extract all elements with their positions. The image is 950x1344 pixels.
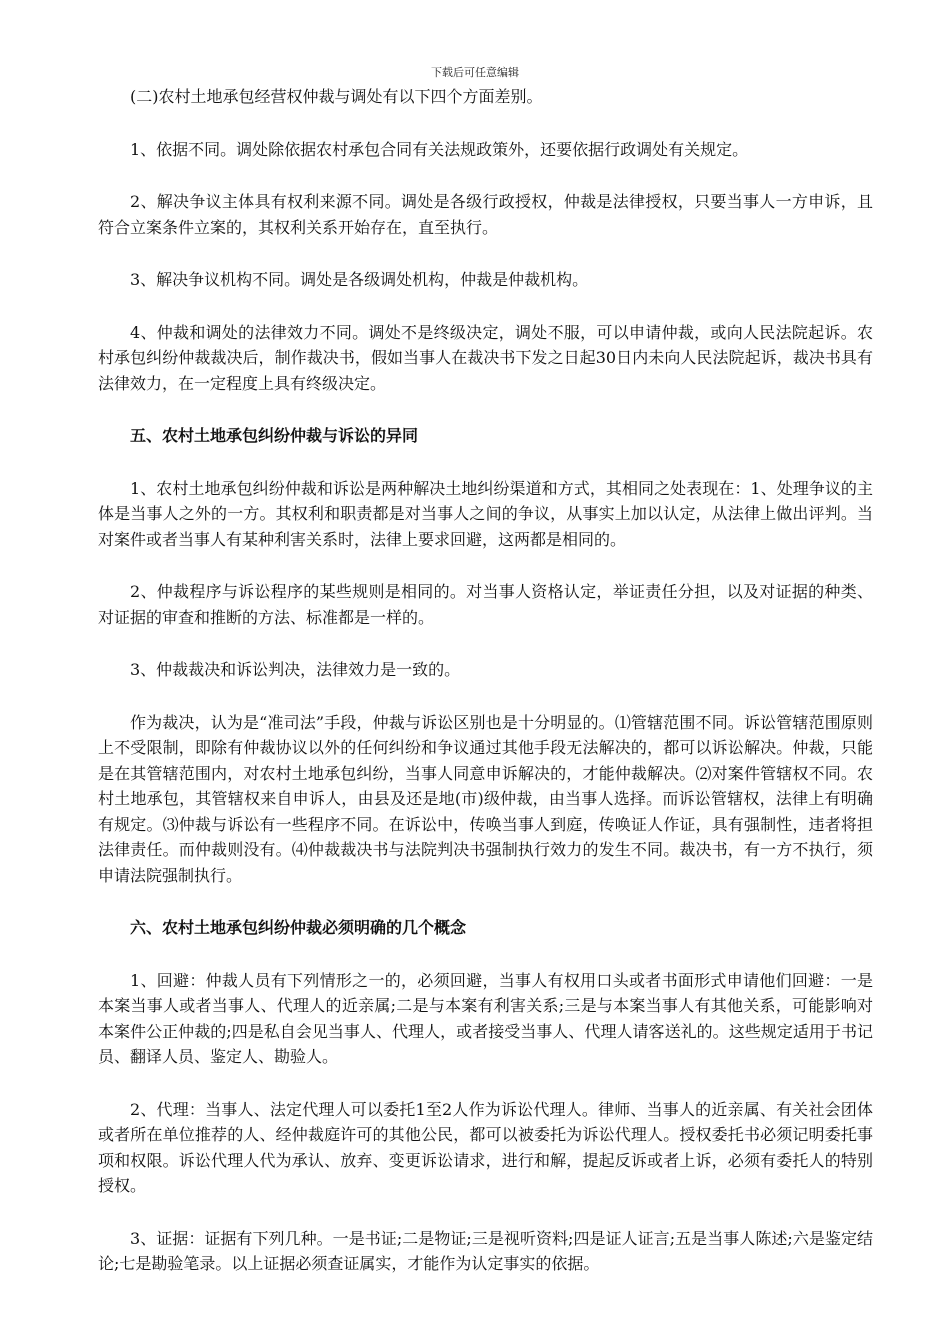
paragraph-4-4: 4、仲裁和调处的法律效力不同。调处不是终级决定，调处不服，可以申请仲裁，或向人民法院起诉。农村承包纠纷仲裁裁决后，制作裁决书，假如当事人在裁决书下发之日起30日内未向人民法院起诉，裁决书具有法律效力，在一定程度上具有终级决定。 [98,322,873,393]
paragraph-6-1: 1、回避：仲裁人员有下列情形之一的，必须回避，当事人有权用口头或者书面形式申请他们回避：一是本案当事人或者当事人、代理人的近亲属;二是与本案有利害关系;三是与本案当事人有其他关系，可能影响对本案件公正仲裁的;四是私自会见当事人、代理人，或者接受当事人、代理人请客送礼的。这些规定适用于书记员、翻译人员、鉴定人、勘验人。 [98,970,873,1066]
section-5-heading: 五、农村土地承包纠纷仲裁与诉讼的异同 [130,426,419,445]
paragraph-4-3: 3、解决争议机构不同。调处是各级调处机构，仲裁是仲裁机构。 [130,270,589,289]
paragraph-4-2: 2、解决争议主体具有权利来源不同。调处是各级行政授权，仲裁是法律授权，只要当事人一方申诉，且符合立案条件立案的，其权利关系开始存在，直至执行。 [98,192,873,237]
header-note: 下载后可任意编辑 [431,66,519,79]
document-body [98,84,873,1277]
paragraph-6-2: 2、代理：当事人、法定代理人可以委托1至2人作为诉讼代理人。律师、当事人的近亲属、有关社会团体或者所在单位推荐的人、经仲裁庭许可的其他公民，都可以被委托为诉讼代理人。授权委托书必须记明委托事项和权限。诉讼代理人代为承认、放弃、变更诉讼请求，进行和解，提起反诉或者上诉，必须有委托人的特别授权。 [98,1099,873,1195]
paragraph-6-3: 3、证据：证据有下列几种。一是书证;二是物证;三是视听资料;四是证人证言;五是当事人陈述;六是鉴定结论;七是勘验笔录。以上证据必须查证属实，才能作为认定事实的依据。 [98,1228,873,1273]
paragraph-4-1: 1、依据不同。调处除依据农村承包合同有关法规政策外，还要依据行政调处有关规定。 [130,139,749,159]
intro-paragraph: (二)农村土地承包经营权仲裁与调处有以下四个方面差别。 [130,87,543,106]
paragraph-5-3: 3、仲裁裁决和诉讼判决，法律效力是一致的。 [130,660,461,679]
section-6-heading: 六、农村土地承包纠纷仲裁必须明确的几个概念 [130,918,467,937]
paragraph-5-1: 1、农村土地承包纠纷仲裁和诉讼是两种解决土地纠纷渠道和方式，其相同之处表现在：1、处理争议的主体是当事人之外的一方。其权利和职责都是对当事人之间的争议，从事实上加以认定，从法律上做出评判。当对案件或者当事人有某种利害关系时，法律上要求回避，这两都是相同的。 [98,478,873,549]
paragraph-5-2: 2、仲裁程序与诉讼程序的某些规则是相同的。对当事人资格认定，举证责任分担，以及对证据的种类、对证据的审查和推断的方法、标准都是一样的。 [98,582,873,627]
paragraph-5-4: 作为裁决，认为是“准司法”手段，仲裁与诉讼区别也是十分明显的。⑴管辖范围不同。诉讼管辖范围原则上不受限制，即除有仲裁协议以外的任何纠纷和争议通过其他手段无法解决的，都可以诉讼解决。仲裁，只能是在其管辖范围内，对农村土地承包纠纷，当事人同意申诉解决的，才能仲裁解决。⑵对案件管辖权不同。农村土地承包，其管辖权来自申诉人，由县及还是地(市)级仲裁，由当事人选择。而诉讼管辖权，法律上有明确有规定。⑶仲裁与诉讼有一些程序不同。在诉讼中，传唤当事人到庭，传唤证人作证，具有强制性，违者将担法律责任。而仲裁则没有。⑷仲裁裁决书与法院判决书强制执行效力的发生不同。裁决书，有一方不执行，须申请法院强制执行。 [98,712,873,885]
